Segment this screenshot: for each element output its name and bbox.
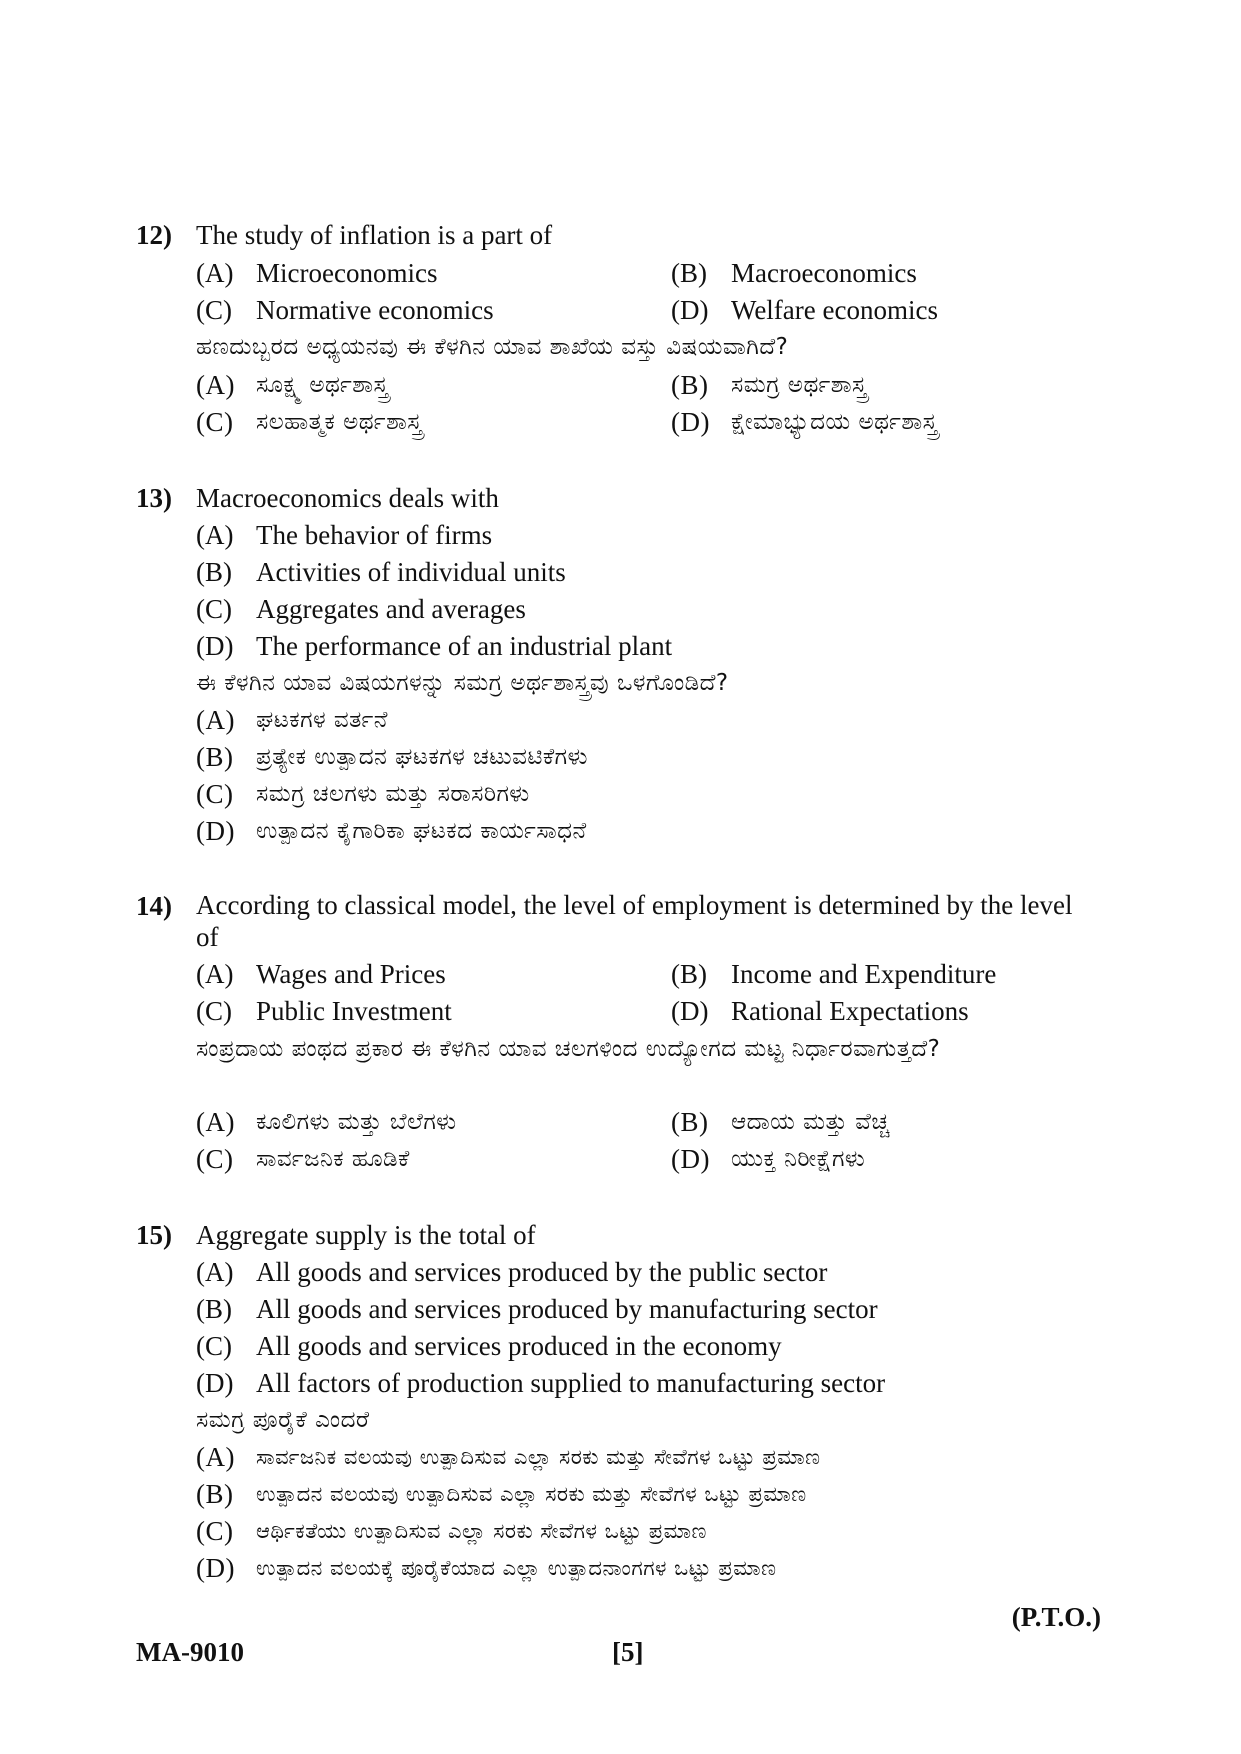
option-a-en: (A) Wages and Prices [196,959,446,989]
option-b-kn: (B) ಆದಾಯ ಮತ್ತು ವೆಚ್ಚ [671,1107,890,1137]
option-c-kn: (C) ಸಾರ್ವಜನಿಕ ಹೂಡಿಕೆ [196,1144,410,1174]
option-b-kn: (B) ಸಮಗ್ರ ಅರ್ಥಶಾಸ್ತ್ರ [671,370,868,400]
question-stem-kn: ಸಂಪ್ರದಾಯ ಪಂಥದ ಪ್ರಕಾರ ಈ ಕೆಳಗಿನ ಯಾವ ಚಲಗಳಿಂದ ಉದ್ಯೋಗದ ಮಟ್ಟ ನಿರ್ಧಾರವಾಗುತ್ತದೆ? [196,1036,941,1062]
option-a-en: (A) The behavior of firms [196,520,493,550]
option-a-en: (A) Microeconomics [196,258,438,288]
option-a-kn: (A) ಘಟಕಗಳ ವರ್ತನೆ [196,705,388,735]
question-number: 12) [136,220,172,250]
option-c-kn: (C) ಸಲಹಾತ್ಮಕ ಅರ್ಥಶಾಸ್ತ್ರ [196,407,423,437]
question-stem-kn: ಈ ಕೆಳಗಿನ ಯಾವ ವಿಷಯಗಳನ್ನು ಸಮಗ್ರ ಅರ್ಥಶಾಸ್ತ್ರವು ಒಳಗೊಂಡಿದೆ? [196,670,729,696]
option-a-kn: (A) ಸೂಕ್ಷ್ಮ ಅರ್ಥಶಾಸ್ತ್ರ [196,370,389,400]
question-stem-en: Aggregate supply is the total of [196,1220,536,1250]
question-number: 14) [136,891,172,921]
option-c-en: (C) Aggregates and averages [196,594,526,624]
option-d-kn: (D) ಉತ್ಪಾದನ ವಲಯಕ್ಕೆ ಪೂರೈಕೆಯಾದ ಎಲ್ಲಾ ಉತ್ಪಾದನಾಂಗಗಳ ಒಟ್ಟು ಪ್ರಮಾಣ [196,1553,777,1583]
question-number: 13) [136,483,172,513]
question-stem-kn: ಹಣದುಬ್ಬರದ ಅಧ್ಯಯನವು ಈ ಕೆಳಗಿನ ಯಾವ ಶಾಖೆಯ ವಸ್ತು ವಿಷಯವಾಗಿದೆ? [196,334,789,360]
question-stem-kn: ಸಮಗ್ರ ಪೂರೈಕೆ ಎಂದರೆ [196,1407,370,1433]
option-a-en: (A) All goods and services produced by the public sector [196,1257,828,1287]
option-d-en: (D) All factors of production supplied to manufacturing sector [196,1368,886,1398]
option-a-kn: (A) ಸಾರ್ವಜನಿಕ ವಲಯವು ಉತ್ಪಾದಿಸುವ ಎಲ್ಲಾ ಸರಕು ಮತ್ತು ಸೇವೆಗಳ ಒಟ್ಟು ಪ್ರಮಾಣ [196,1442,821,1472]
option-a-kn: (A) ಕೂಲಿಗಳು ಮತ್ತು ಬೆಲೆಗಳು [196,1107,457,1137]
option-b-en: (B) Macroeconomics [671,258,917,288]
paper-code: MA-9010 [136,1637,244,1667]
option-c-en: (C) All goods and services produced in the economy [196,1331,782,1361]
option-b-en: (B) Activities of individual units [196,557,566,587]
question-stem-en: According to classical model, the level of employment is determined by the level of [196,890,1073,952]
option-c-en: (C) Public Investment [196,996,452,1026]
option-c-en: (C) Normative economics [196,295,494,325]
pto-label: (P.T.O.) [1011,1602,1101,1632]
option-d-en: (D) Rational Expectations [671,996,969,1026]
option-b-kn: (B) ಉತ್ಪಾದನ ವಲಯವು ಉತ್ಪಾದಿಸುವ ಎಲ್ಲಾ ಸರಕು ಮತ್ತು ಸೇವೆಗಳ ಒಟ್ಟು ಪ್ರಮಾಣ [196,1479,807,1509]
option-d-en: (D) Welfare economics [671,295,938,325]
option-c-kn: (C) ಆರ್ಥಿಕತೆಯು ಉತ್ಪಾದಿಸುವ ಎಲ್ಲಾ ಸರಕು ಸೇವೆಗಳ ಒಟ್ಟು ಪ್ರಮಾಣ [196,1516,707,1546]
page-number: [5] [612,1637,644,1667]
option-b-en: (B) All goods and services produced by manufacturing sector [196,1294,878,1324]
option-d-kn: (D) ಉತ್ಪಾದನ ಕೈಗಾರಿಕಾ ಘಟಕದ ಕಾರ್ಯಸಾಧನೆ [196,816,587,846]
option-d-kn: (D) ಯುಕ್ತ ನಿರೀಕ್ಷೆಗಳು [671,1144,866,1174]
option-d-en: (D) The performance of an industrial plant [196,631,673,661]
question-stem-en: Macroeconomics deals with [196,483,499,513]
question-stem-en: The study of inflation is a part of [196,220,553,250]
option-c-kn: (C) ಸಮಗ್ರ ಚಲಗಳು ಮತ್ತು ಸರಾಸರಿಗಳು [196,779,530,809]
option-b-en: (B) Income and Expenditure [671,959,997,989]
option-b-kn: (B) ಪ್ರತ್ಯೇಕ ಉತ್ಪಾದನ ಘಟಕಗಳ ಚಟುವಟಿಕೆಗಳು [196,742,588,772]
question-number: 15) [136,1220,172,1250]
option-d-kn: (D) ಕ್ಷೇಮಾಭ್ಯುದಯ ಅರ್ಥಶಾಸ್ತ್ರ [671,407,938,437]
